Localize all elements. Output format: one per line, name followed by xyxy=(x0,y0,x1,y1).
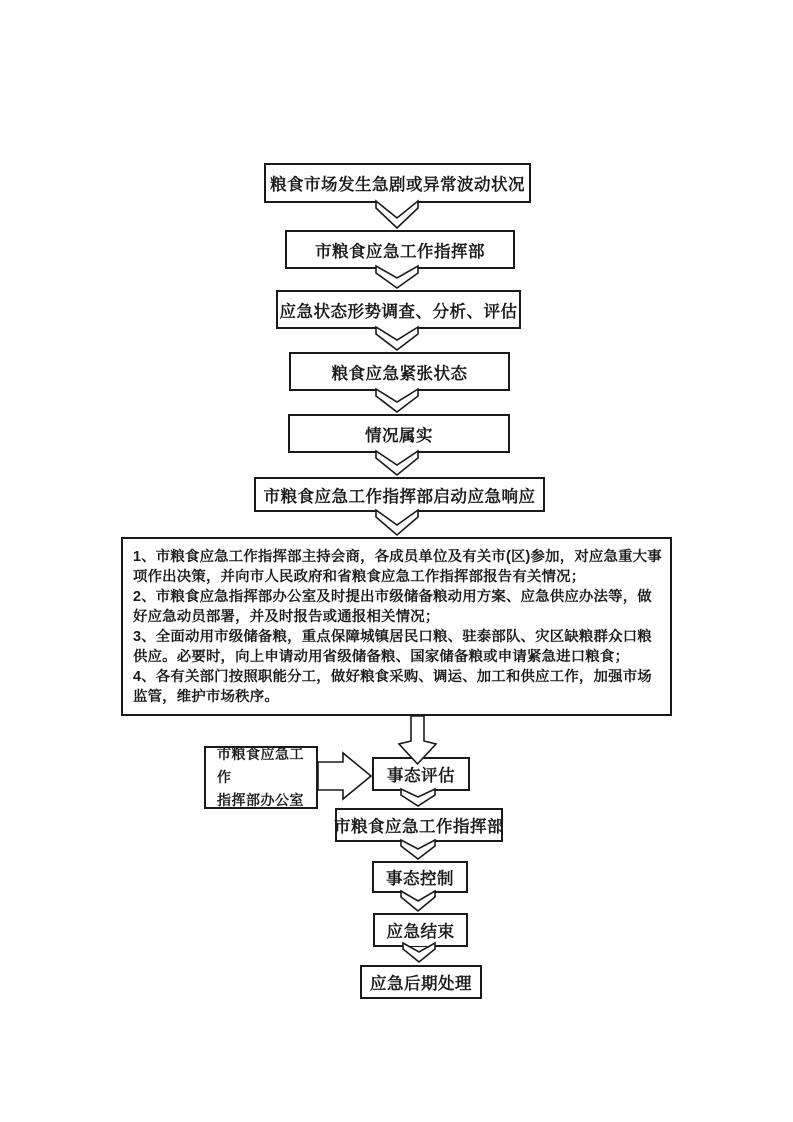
measure-item-1: 1、市粮食应急工作指挥部主持会商，各成员单位及有关市(区)参加，对应急重大事项作出决策，并向市人民政府和省粮食应急工作指挥部报告有关情况； xyxy=(133,549,662,585)
node-investigation: 应急状态形势调查、分析、评估 xyxy=(276,290,521,329)
chevron-down-icon xyxy=(401,789,435,806)
chevron-down-icon xyxy=(376,510,418,535)
chevron-down-icon xyxy=(401,840,435,859)
measure-item-4: 4、各有关部门按照职能分工，做好粮食采购、调运、加工和供应工作，加强市场监管，维护市场秩序。 xyxy=(133,669,652,705)
node-post-processing: 应急后期处理 xyxy=(360,965,482,999)
node-control: 事态控制 xyxy=(372,861,468,893)
chevron-down-icon xyxy=(376,451,418,475)
node-market-event: 粮食市场发生急剧或异常波动状况 xyxy=(264,163,531,203)
node-end: 应急结束 xyxy=(373,913,468,947)
chevron-down-icon xyxy=(401,891,435,911)
chevron-down-icon xyxy=(376,266,418,288)
measure-item-2: 2、市粮食应急指挥部办公室及时提出市级储备粮动用方案、应急供应办法等，做好应急动员部署，并及时报告或通报相关情况； xyxy=(133,589,652,625)
office-line-1: 市粮食应急工作 xyxy=(217,746,304,785)
node-verified: 情况属实 xyxy=(288,414,510,453)
node-activate-response: 市粮食应急工作指挥部启动应急响应 xyxy=(254,477,545,512)
office-line-2: 指挥部办公室 xyxy=(217,792,304,808)
node-assessment: 事态评估 xyxy=(372,757,470,791)
measure-item-3: 3、全面动用市级储备粮，重点保障城镇居民口粮、驻泰部队、灾区缺粮群众口粮供应。必要时，向上申请动用省级储备粮、国家储备粮或申请紧急进口粮食； xyxy=(133,629,652,665)
measures-box xyxy=(121,537,672,716)
chevron-down-icon xyxy=(376,201,418,228)
node-hq-2: 市粮食应急工作指挥部 xyxy=(335,808,503,842)
node-tension-state: 粮食应急紧张状态 xyxy=(289,352,510,391)
chevron-down-icon xyxy=(376,389,418,412)
chevron-down-icon xyxy=(376,327,418,350)
node-emergency-office xyxy=(204,746,318,809)
node-hq: 市粮食应急工作指挥部 xyxy=(285,230,515,269)
arrow-right-icon xyxy=(318,753,371,799)
